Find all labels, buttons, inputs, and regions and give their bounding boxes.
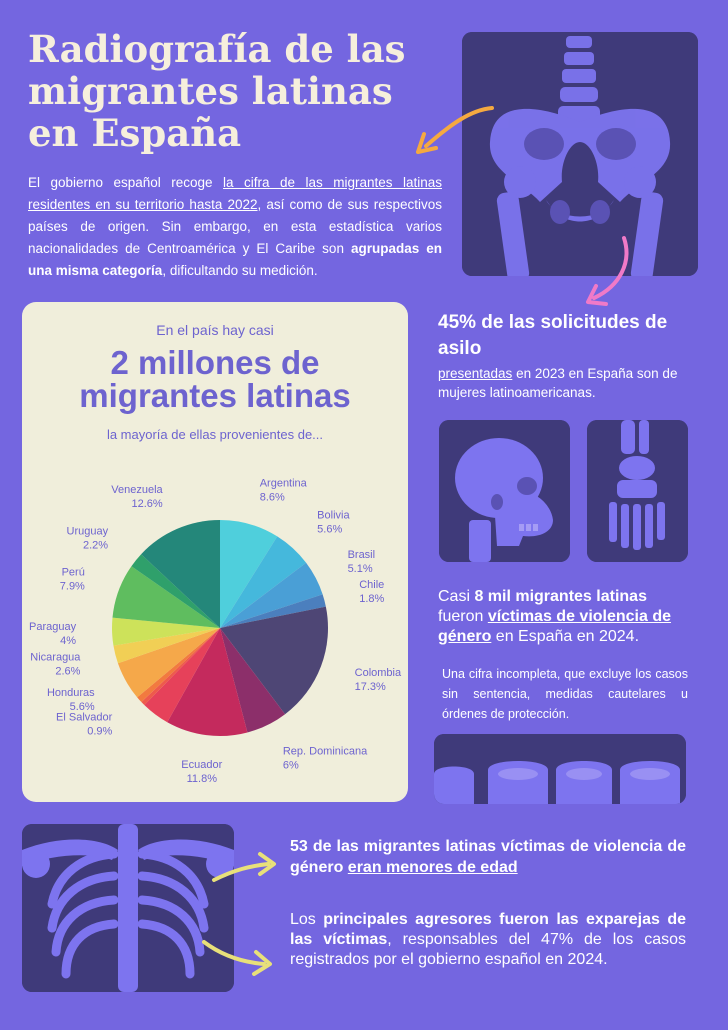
yellow-arrow-icon-2 <box>200 934 278 978</box>
asylum-text-body: en 2023 en España son de mujeres latinoamericanas. <box>438 366 678 400</box>
pie-label: Perú 7.9% <box>59 566 85 593</box>
pie-kicker: En el país hay casi <box>156 322 274 338</box>
pie-label: Nicaragua 2.6% <box>30 651 81 678</box>
violence-bold-count: 8 mil migrantes latinas <box>474 588 647 605</box>
pie-label: Uruguay 2.2% <box>66 525 109 552</box>
aggressors-post: , responsables del 47% de los casos registrados por el gobierno español en 2024. <box>290 931 686 968</box>
pie-label: Colombia 17.3% <box>354 667 402 694</box>
violence-mid: fueron <box>438 608 488 625</box>
asylum-source-link[interactable]: presentadas <box>438 366 513 381</box>
yellow-arrow-icon-1 <box>210 848 280 888</box>
minors-stat <box>290 836 686 878</box>
violence-pre: Casi <box>438 588 475 605</box>
violence-stat <box>438 587 688 647</box>
pie-headline-line1: 2 millones de <box>110 344 320 381</box>
pink-arrow-icon <box>580 232 640 312</box>
minors-pre: 53 de las migrantes latinas víctimas de violencia de género <box>290 838 686 876</box>
pie-label: Venezuela 12.6% <box>111 483 163 510</box>
pie-label: Bolivia 5.6% <box>317 509 350 536</box>
pie-label: Rep. Dominicana 6% <box>282 745 368 772</box>
skull-xray-image <box>439 420 570 562</box>
violence-post: en España en 2024. <box>491 628 640 645</box>
minors-source-link[interactable]: eran menores de edad <box>347 859 518 876</box>
intro-bold: agrupadas en una misma categoría <box>28 241 443 278</box>
intro-text-3: , dificultando su medición. <box>162 263 318 278</box>
pie-label: Paraguay 4% <box>28 620 77 647</box>
orange-arrow-icon <box>410 100 500 160</box>
intro-text-1: El gobierno español recoge <box>28 175 224 190</box>
pie-label: El Salvador 0.9% <box>56 711 113 738</box>
violence-source-link[interactable]: víctimas de violencia de género <box>438 608 672 645</box>
pie-chart-card <box>22 302 408 802</box>
pie-subtitle: la mayoría de ellas provenientes de... <box>106 427 324 442</box>
intro-source-link[interactable]: la cifra de las migrantes latinas residentes en su territorio hasta 2022 <box>28 175 442 212</box>
pie-label: Chile 1.8% <box>359 579 385 606</box>
pie-label: Brasil 5.1% <box>347 549 376 576</box>
pie-label: Honduras 5.6% <box>46 686 95 713</box>
intro-text-2: , así como de sus respectivos países de origen. Sin embargo, en esta estadística varios nacionalidades de Centroamérica y El Caribe son <box>28 197 442 256</box>
pie-headline-line2: migrantes latinas <box>79 377 351 414</box>
pie-chart <box>22 302 408 802</box>
pie-label: Argentina 8.6% <box>259 477 307 504</box>
aggressors-bold: principales agresores fueron las exparejas de las víctimas <box>290 911 686 948</box>
aggressors-pre: Los <box>290 911 324 928</box>
intro-paragraph <box>28 172 442 282</box>
violence-note: Una cifra incompleta, que excluye los casos sin sentencia, medidas cautelares u órdenes de protección. <box>442 667 688 721</box>
page-title: Radiografía de las migrantes latinas en España <box>28 27 406 155</box>
teeth-xray-image <box>434 734 686 804</box>
foot-xray-image <box>587 420 688 562</box>
asylum-stat-text <box>438 364 708 402</box>
aggressors-stat <box>290 910 686 970</box>
pie-label: Ecuador 11.8% <box>181 758 223 785</box>
asylum-stat-title: 45% de las solicitudes de asilo <box>438 312 668 359</box>
